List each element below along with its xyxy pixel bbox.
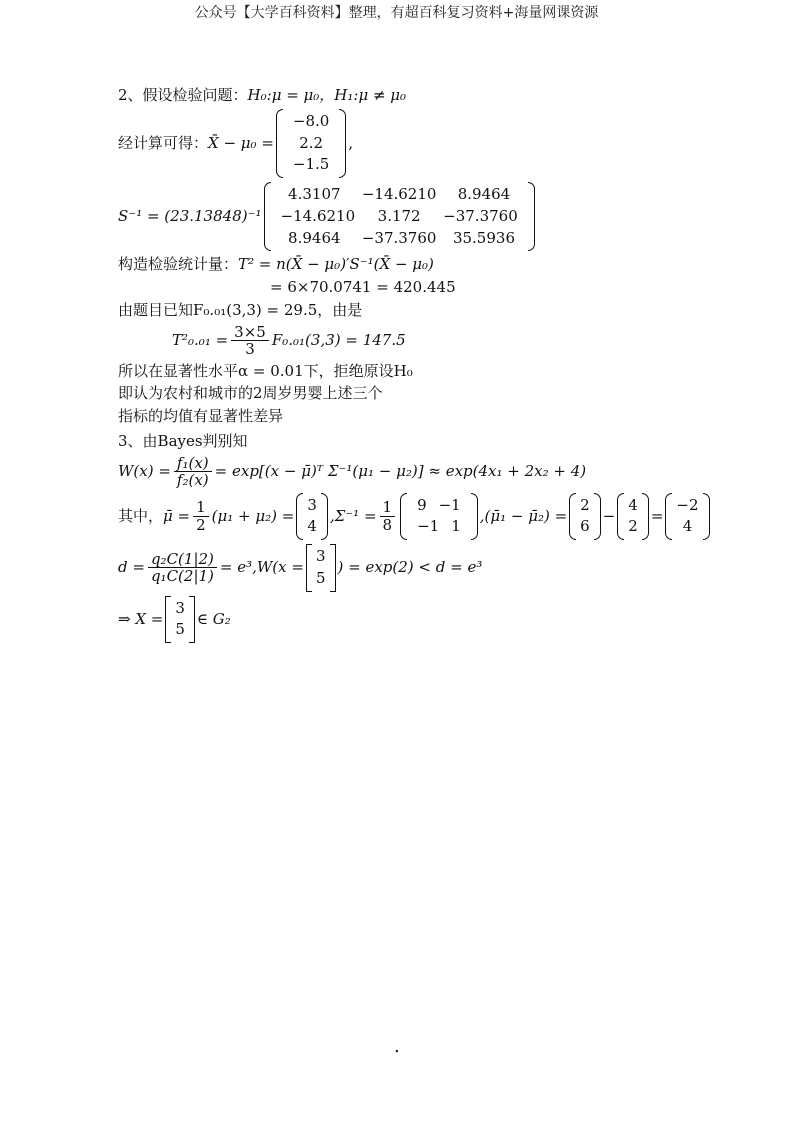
critical-value-line (118, 324, 718, 358)
vector-cell: 4 (307, 517, 317, 536)
fraction (148, 551, 217, 585)
vector-cell: −2 (676, 495, 699, 514)
vector-cell: 2 (580, 495, 590, 514)
mu-bar-vector (296, 493, 328, 541)
vector-cell: −8.0 (292, 111, 330, 130)
s-inverse-matrix (264, 182, 535, 251)
final-rhs: ∈ G₂ (196, 609, 231, 628)
final-vector (165, 596, 195, 644)
matrix-cell: 9 (417, 495, 427, 514)
stat-prefix: 构造检验统计量： (118, 255, 239, 274)
matrix-cell: 35.5936 (452, 228, 515, 247)
calc-prefix: 经计算可得： (118, 134, 209, 152)
conclusion-line-2 (118, 384, 718, 403)
w-rhs: = exp[(x − μ̄)ᵀ Σ⁻¹(μ₁ − μ₂)] ≈ exp(4x₁ + 2x₂ + 4) (214, 462, 587, 481)
d-mid: = e³,W(x = (219, 558, 304, 577)
fraction-denominator: 3 (245, 340, 255, 358)
sigma-lhs: ,Σ⁻¹ = (329, 506, 377, 525)
calc-line (118, 109, 718, 178)
page-header: 公众号【大学百科资料】整理，有超百科复习资料+海量网课资源 (194, 5, 599, 21)
sigma-matrix (400, 493, 478, 541)
conclusion-3: 指标的均值有显著性差异 (118, 407, 284, 425)
conclusion-line-3 (118, 407, 718, 426)
fraction-denominator: q₁C(2|1) (150, 567, 214, 586)
stat-formula: T² = n(X̄ − μ₀)′S⁻¹(X̄ − μ₀) (238, 255, 434, 274)
section3-title-line (118, 432, 718, 451)
t-crit-lhs: T²₀.₀₁ = (172, 331, 229, 350)
d-lhs: d = (118, 558, 145, 577)
s-inverse-line (118, 182, 718, 251)
matrix-cell: 3.172 (377, 206, 421, 225)
threshold-line (118, 544, 718, 592)
fraction (231, 324, 269, 358)
f-known: 由题目已知F₀.₀₁(3,3) = 29.5，由是 (118, 300, 363, 319)
vector-cell: 3 (175, 598, 185, 617)
mean-diff-vector (276, 109, 346, 178)
where-line (118, 493, 718, 541)
x-vector (306, 544, 336, 592)
matrix-cell: −1 (417, 517, 440, 536)
where-prefix: 其中， (118, 506, 164, 525)
fraction-numerator: 1 (193, 499, 209, 517)
conclusion-line-1 (118, 362, 718, 381)
hypotheses: H₀:μ = μ₀，H₁:μ ≠ μ₀ (247, 86, 407, 104)
final-lhs: ⇒ X = (118, 609, 164, 628)
matrix-cell: −14.6210 (361, 185, 437, 203)
vector-cell: 4 (682, 517, 693, 536)
section3-title: 3、由Bayes判别知 (118, 431, 248, 450)
matrix-cell: −37.3760 (443, 206, 518, 225)
w-lhs: W(x) = (118, 462, 171, 481)
final-line (118, 596, 718, 644)
vector-cell: 2.2 (299, 133, 324, 152)
matrix-cell: −14.6210 (280, 206, 356, 225)
matrix-cell: 4.3107 (288, 185, 341, 203)
fraction-denominator: f₂(x) (176, 471, 209, 489)
fraction-numerator: f₁(x) (174, 455, 212, 473)
mu-bar-mid: (μ₁ + μ₂) = (211, 506, 295, 525)
mu-bar-lhs: μ̄ = (163, 506, 191, 525)
diff-lhs: ,(μ̄₁ − μ̄₂) = (479, 506, 568, 525)
f-known-line (118, 301, 718, 320)
fraction-numerator: 3×5 (231, 324, 269, 342)
matrix-cell: 1 (451, 517, 461, 536)
fraction-numerator: q₂C(1|2) (148, 551, 217, 569)
vector-cell: −1.5 (292, 155, 330, 174)
fraction (380, 499, 396, 533)
minus-sign: − (602, 506, 616, 525)
statistic-value-line (118, 278, 718, 297)
statistic-line (118, 255, 718, 274)
stat-value: = 6×70.0741 = 420.445 (270, 278, 456, 296)
matrix-cell: −37.3760 (361, 228, 437, 247)
vector-cell: 2 (628, 517, 638, 536)
conclusion-1: 所以在显著性水平α = 0.01下，拒绝原设H₀ (118, 361, 413, 380)
document-body (118, 86, 718, 647)
conclusion-2: 即认为农村和城市的2周岁男婴上述三个 (118, 384, 383, 403)
fraction-denominator: 8 (382, 515, 393, 534)
vector-cell: 6 (580, 517, 590, 536)
bayes-w-line (118, 455, 718, 489)
d-rhs: ) = exp(2) < d = e³ (337, 558, 483, 577)
hypothesis-line (118, 86, 718, 105)
vector-c (665, 493, 709, 541)
vector-cell: 4 (628, 495, 638, 514)
fraction-denominator: 2 (196, 515, 206, 534)
footer-dot: . (394, 1036, 400, 1057)
fraction (174, 455, 212, 489)
calc-suffix: , (348, 134, 354, 152)
fraction-numerator: 1 (380, 499, 396, 517)
matrix-cell: 8.9464 (457, 185, 511, 203)
section2-title: 2、假设检验问题： (118, 86, 248, 104)
vector-cell: 3 (307, 495, 317, 514)
fraction (193, 499, 209, 533)
vector-a (569, 493, 601, 541)
s-inverse-lhs: S⁻¹ = (23.13848)⁻¹ (118, 207, 262, 226)
vector-cell: 3 (315, 547, 326, 565)
vector-cell: 5 (175, 620, 185, 639)
vector-cell: 5 (315, 568, 326, 587)
t-crit-rhs: F₀.₀₁(3,3) = 147.5 (271, 331, 406, 350)
calc-lhs: X̄ − μ₀ = (208, 134, 274, 152)
matrix-cell: −1 (438, 495, 461, 514)
vector-b (617, 493, 649, 541)
equals-sign: = (650, 506, 664, 525)
matrix-cell: 8.9464 (288, 228, 341, 247)
